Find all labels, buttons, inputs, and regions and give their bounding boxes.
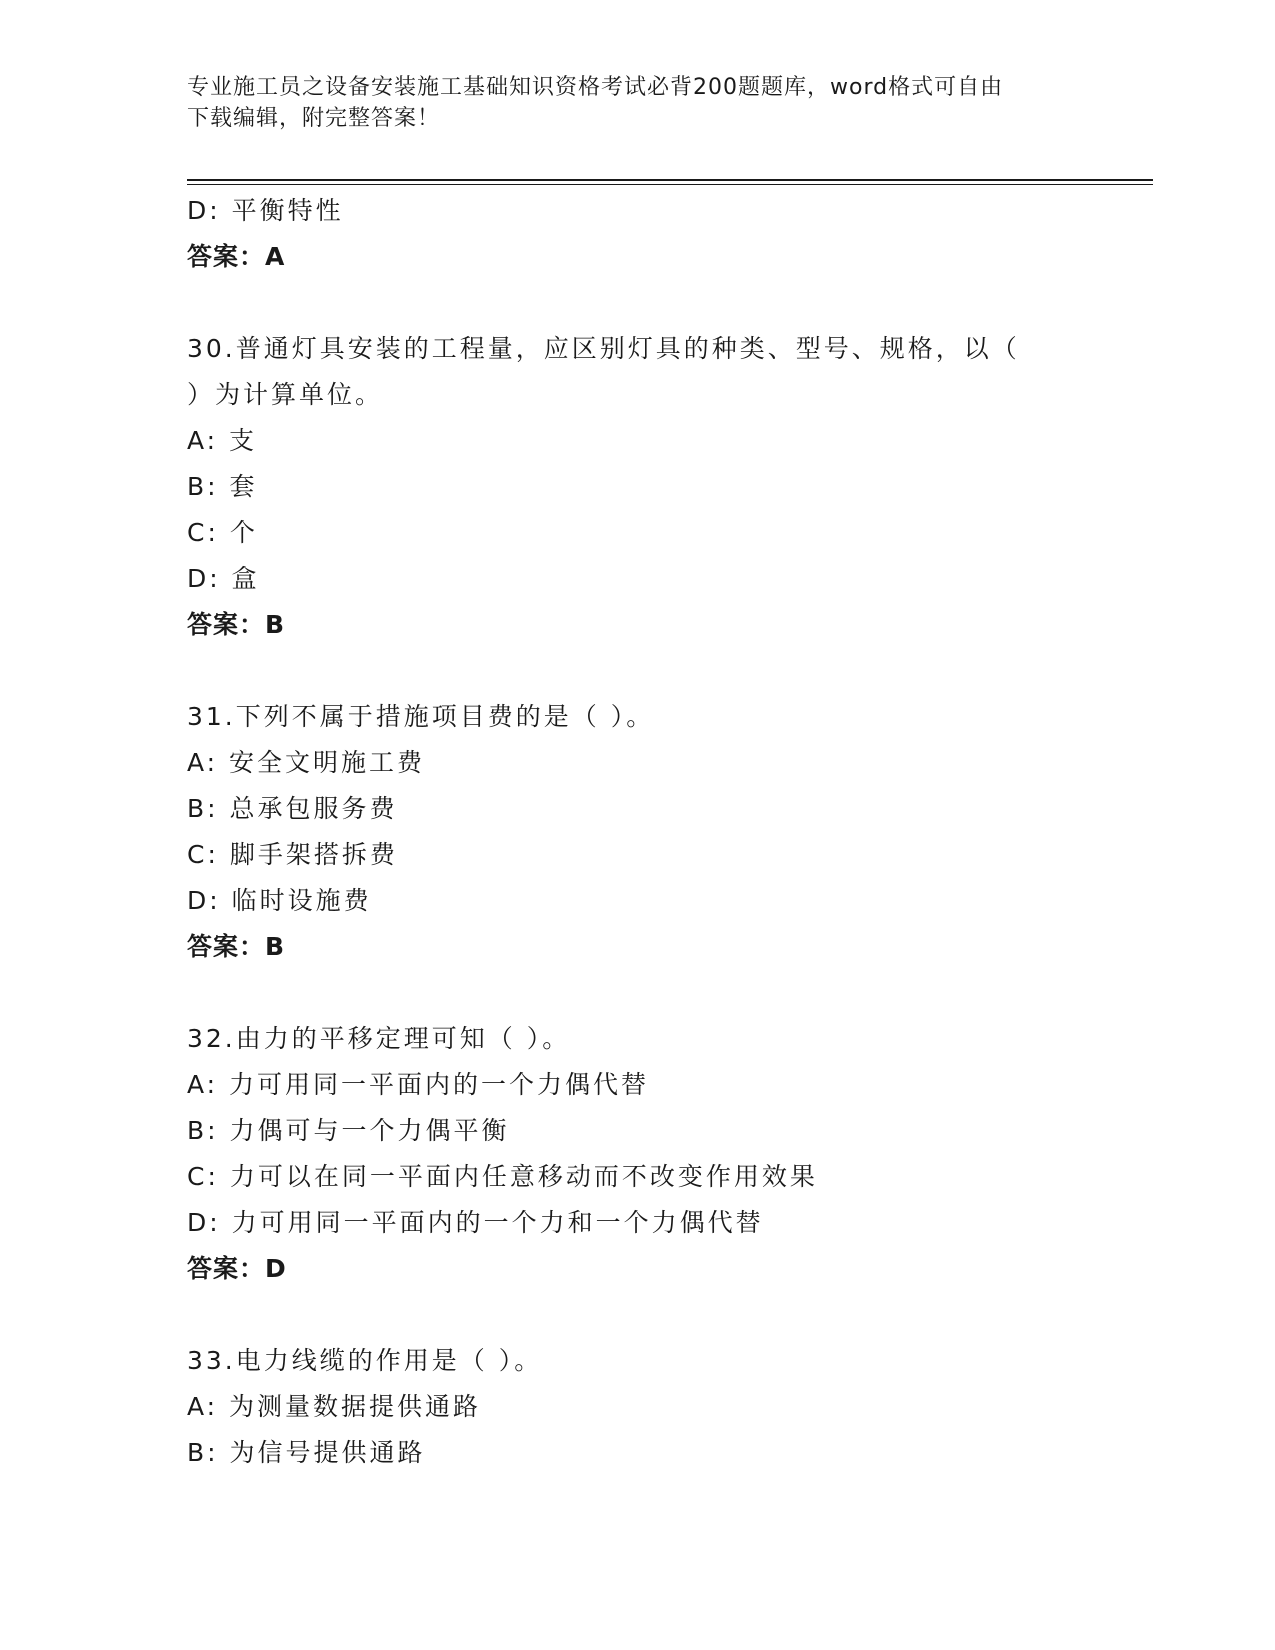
option-b: B: 为信号提供通路 <box>187 1438 426 1467</box>
header-divider-thin <box>187 184 1153 185</box>
option-a: A: 力可用同一平面内的一个力偶代替 <box>187 1070 650 1099</box>
question-31 <box>187 694 1087 970</box>
question-32 <box>187 1016 1087 1292</box>
question-stem: 30.普通灯具安装的工程量，应区别灯具的种类、型号、规格，以（ <box>187 334 1020 363</box>
answer: 答案：B <box>187 610 286 639</box>
option-a: A: 为测量数据提供通路 <box>187 1392 482 1421</box>
option-c: C: 个 <box>187 518 258 547</box>
spacer <box>187 970 1087 1016</box>
option-b: B: 力偶可与一个力偶平衡 <box>187 1116 510 1145</box>
option-d: D: 盒 <box>187 564 260 593</box>
option-c: C: 力可以在同一平面内任意移动而不改变作用效果 <box>187 1162 818 1191</box>
question-33 <box>187 1338 1087 1476</box>
answer: 答案：D <box>187 1254 287 1283</box>
option-d: D: 平衡特性 <box>187 196 344 225</box>
header-line-1: 专业施工员之设备安装施工基础知识资格考试必背200题题库，word格式可自由 <box>187 75 1004 100</box>
header-divider-thick <box>187 179 1153 181</box>
question-stem: 33.电力线缆的作用是（ ）。 <box>187 1346 543 1375</box>
spacer <box>187 280 1087 326</box>
header-line-2: 下载编辑，附完整答案！ <box>187 106 441 131</box>
spacer <box>187 1292 1087 1338</box>
question-stem-continued: ）为计算单位。 <box>187 380 384 409</box>
option-b: B: 套 <box>187 472 258 501</box>
option-d: D: 力可用同一平面内的一个力和一个力偶代替 <box>187 1208 764 1237</box>
answer: 答案：A <box>187 242 286 271</box>
question-stem: 32.由力的平移定理可知（ ）。 <box>187 1024 571 1053</box>
option-b: B: 总承包服务费 <box>187 794 398 823</box>
answer: 答案：B <box>187 932 286 961</box>
question-30 <box>187 326 1087 648</box>
question-list <box>187 188 1087 1476</box>
option-c: C: 脚手架搭拆费 <box>187 840 398 869</box>
option-a: A: 安全文明施工费 <box>187 748 426 777</box>
document-header <box>187 72 1067 134</box>
option-a: A: 支 <box>187 426 258 455</box>
option-d: D: 临时设施费 <box>187 886 372 915</box>
question-stem: 31.下列不属于措施项目费的是（ ）。 <box>187 702 655 731</box>
spacer <box>187 648 1087 694</box>
